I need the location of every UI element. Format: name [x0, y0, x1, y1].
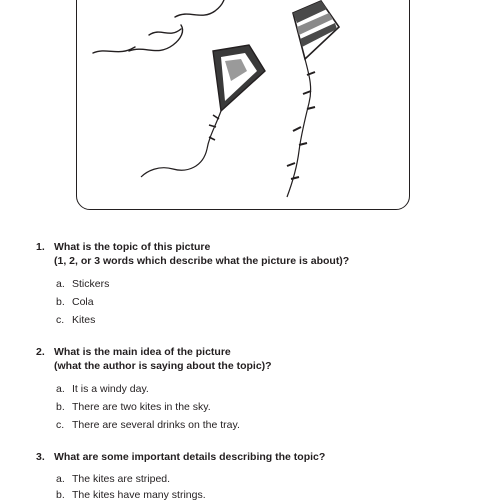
question-subtext: (what the author is saying about the topic)? [54, 360, 272, 372]
answer-option-1a[interactable] [56, 277, 109, 291]
option-letter: b. [56, 296, 65, 308]
option-letter: c. [56, 419, 65, 431]
question-number: 1. [36, 241, 45, 253]
option-text: It is a windy day. [72, 383, 149, 395]
option-letter: b. [56, 401, 65, 413]
option-text: Stickers [72, 278, 110, 290]
answer-option-2b[interactable] [56, 400, 211, 414]
question-text: What is the main idea of the picture [54, 346, 231, 358]
answer-option-2c[interactable] [56, 418, 240, 432]
answer-option-1c[interactable] [56, 313, 95, 327]
kite-illustration [77, 0, 411, 211]
option-text: The kites are striped. [72, 473, 171, 485]
wind-swirl-icon [93, 0, 225, 53]
answer-option-3a[interactable] [56, 472, 170, 486]
question-number: 2. [36, 346, 45, 358]
option-text: Kites [72, 314, 96, 326]
option-text: Cola [72, 296, 94, 308]
option-letter: a. [56, 383, 65, 395]
question-1 [36, 240, 466, 268]
kite-illustration-frame [76, 0, 410, 210]
question-3 [36, 450, 466, 464]
question-subtext: (1, 2, or 3 words which describe what the picture is about)? [54, 255, 350, 267]
question-text: What is the topic of this picture [54, 241, 211, 253]
option-letter: a. [56, 473, 65, 485]
option-text: The kites have many strings. [72, 489, 206, 501]
option-letter: c. [56, 314, 65, 326]
answer-option-1b[interactable] [56, 295, 94, 309]
answer-option-2a[interactable] [56, 382, 149, 396]
kite-diamond-icon [141, 45, 265, 177]
kite-striped-icon [287, 1, 339, 197]
option-text: There are several drinks on the tray. [72, 419, 240, 431]
question-number: 3. [36, 451, 45, 463]
option-text: There are two kites in the sky. [72, 401, 211, 413]
question-text: What are some important details describing the topic? [54, 451, 326, 463]
option-letter: b. [56, 489, 65, 501]
option-letter: a. [56, 278, 65, 290]
question-2 [36, 345, 466, 373]
